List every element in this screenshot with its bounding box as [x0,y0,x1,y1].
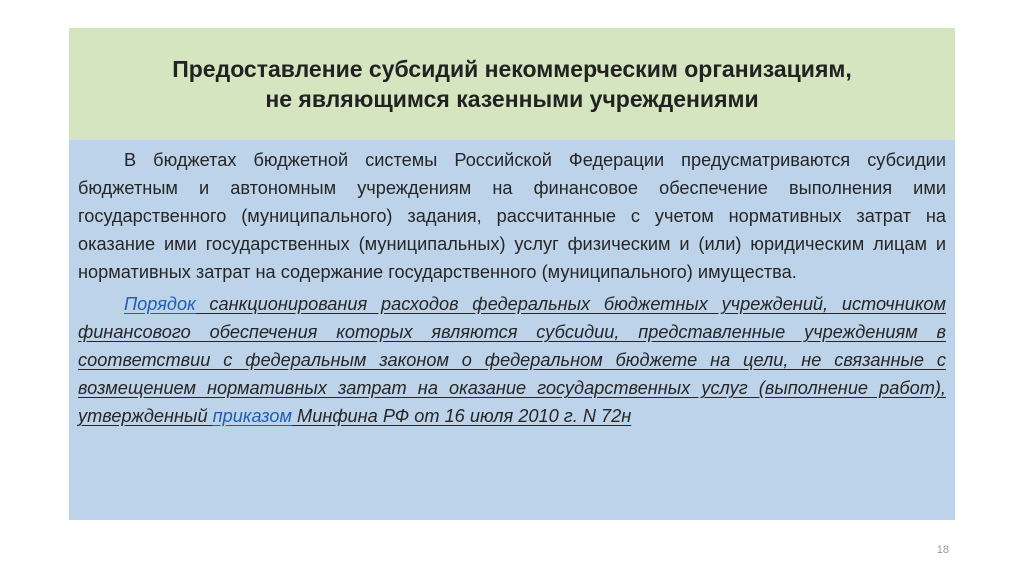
paragraph-procedure [78,290,946,430]
slide-title-line-1: Предоставление субсидий некоммерческим организациям, [172,56,852,82]
slide-title [172,54,852,114]
paragraph-subsidies: В бюджетах бюджетной системы Российской Федерации предусматриваются субсидии бюджетным и автономным учреждениям на финансовое обеспечение выполнения ими государственного (муниципального) задания, рассчитанные с учетом нормативных затрат на оказание ими государственных (муниципальных) услуг физическим и (или) юридическим лицам и нормативных затрат на содержание государственного (муниципального) имущества. [78,150,946,282]
procedure-text: санкционирования расходов федеральных бюджетных учреждений, источником финансового обеспечения которых являются субсидии, представленные учреждениям в соответствии с федеральным законом о федеральном бюджете на цели, не связанные с возмещением нормативных затрат на оказание государственных услуг (выполнение работ), утвержденный [78,294,946,426]
title-banner [69,28,955,140]
content-panel [69,140,955,520]
slide-title-line-2: не являющимся казенными учреждениями [265,86,759,112]
order-reference-text: Минфина РФ от 16 июля 2010 г. N 72н [292,406,632,426]
order-link[interactable]: приказом [212,406,292,426]
page-number: 18 [936,544,949,556]
procedure-link[interactable]: Порядок [124,294,196,314]
